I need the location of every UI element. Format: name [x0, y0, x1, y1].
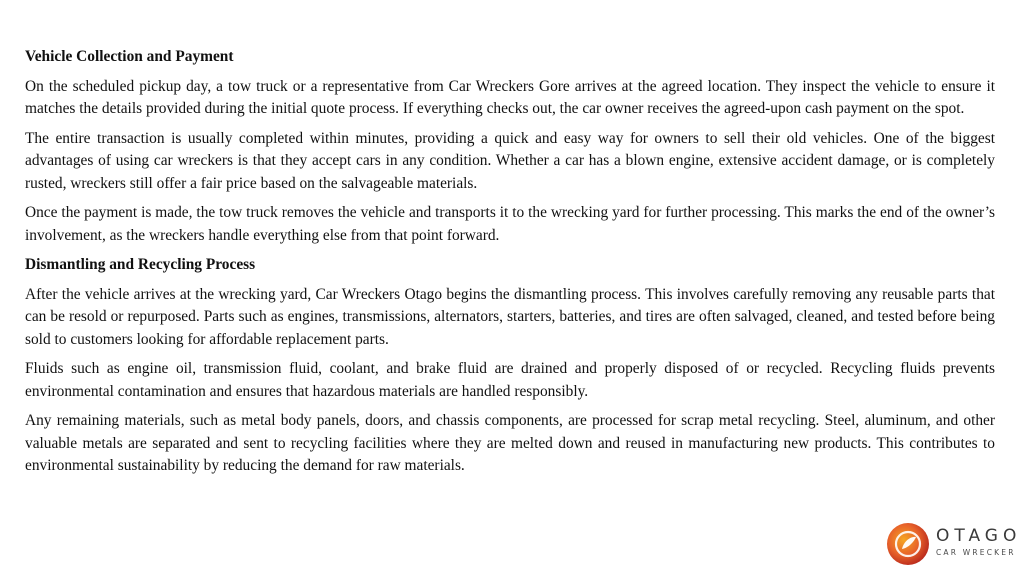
company-logo	[886, 520, 1022, 568]
logo-name: OTAGO	[936, 526, 1022, 546]
paragraph: Once the payment is made, the tow truck removes the vehicle and transports it to the wrecking yard for further processing. This marks the end of the owner’s involvement, as the wreckers handle everything else from that point forward.	[25, 204, 995, 244]
paragraph: Fluids such as engine oil, transmission fluid, coolant, and brake fluid are drained and properly disposed of or recycled. Recycling fluids prevents environmental contamination and ensures that hazardous materials are handled responsibly.	[25, 360, 995, 400]
section-heading-collection: Vehicle Collection and Payment	[25, 48, 234, 65]
document-body	[25, 46, 995, 485]
logo-mark-icon	[886, 522, 930, 566]
paragraph: On the scheduled pickup day, a tow truck or a representative from Car Wreckers Gore arrives at the agreed location. They inspect the vehicle to ensure it matches the details provided during the initial quote process. If everything checks out, the car owner receives the agreed-upon cash payment on the spot.	[25, 77, 995, 117]
logo-subtitle: CAR WRECKER	[936, 548, 1016, 557]
paragraph: After the vehicle arrives at the wrecking yard, Car Wreckers Otago begins the dismantling process. This involves carefully removing any reusable parts that can be resold or repurposed. Parts such as engines, transmissions, alternators, starters, batteries, and tires are often salvaged, cleaned, and tested before being sold to customers looking for affordable replacement parts.	[25, 285, 995, 348]
section-heading-dismantling: Dismantling and Recycling Process	[25, 256, 256, 273]
paragraph: Any remaining materials, such as metal body panels, doors, and chassis components, are processed for scrap metal recycling. Steel, aluminum, and other valuable metals are separated and sent to recycling facilities where they are melted down and reused in manufacturing new products. This contributes to environmental sustainability by reducing the demand for raw materials.	[25, 412, 995, 474]
paragraph: The entire transaction is usually completed within minutes, providing a quick and easy way for owners to sell their old vehicles. One of the biggest advantages of using car wreckers is that they accept cars in any condition. Whether a car has a blown engine, extensive accident damage, or is completely rusted, wreckers still offer a fair price based on the salvageable materials.	[25, 129, 995, 192]
